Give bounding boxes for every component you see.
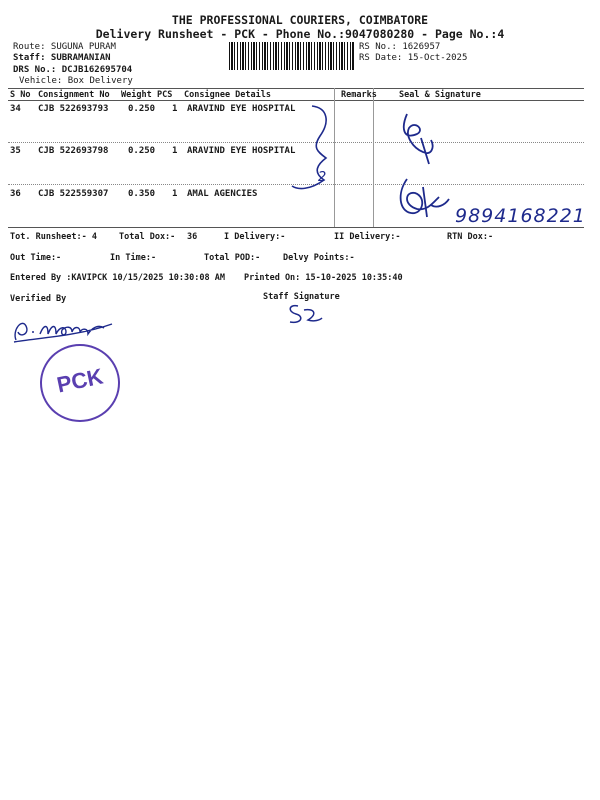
col-header-consignee: Consignee Details — [184, 90, 271, 100]
col-header-weight: Weight — [121, 90, 152, 100]
stamp-text: PCK — [54, 363, 106, 398]
col-header-remarks: Remarks — [341, 90, 377, 100]
row-sno: 34 — [10, 104, 21, 114]
table-top-rule — [8, 88, 584, 89]
handwritten-phone: 9894168221 — [455, 205, 586, 227]
row-weight: 0.250 — [128, 146, 156, 156]
col-header-consignment: Consignment No — [38, 90, 110, 100]
row-weight: 0.250 — [128, 104, 156, 114]
rs-date: RS Date: 15-Oct-2025 — [359, 53, 468, 63]
barcode — [229, 42, 355, 70]
i-delivery: I Delivery:- — [224, 232, 286, 242]
in-time: In Time:- — [110, 253, 157, 263]
rtn-dox: RTN Dox:- — [447, 232, 494, 242]
col-header-sno: S No — [10, 90, 31, 100]
verifier-signature — [8, 310, 118, 350]
rs-number: RS No.: 1626957 — [359, 42, 441, 52]
total-pod: Total POD:- — [204, 253, 261, 263]
row-pcs: 1 — [172, 146, 178, 156]
receiver-signature — [393, 175, 453, 229]
out-time: Out Time:- — [10, 253, 62, 263]
delvy-points: Delvy Points:- — [283, 253, 355, 263]
row-pcs: 1 — [172, 189, 178, 199]
vehicle-field: Vehicle: Box Delivery — [19, 76, 133, 86]
row-consignee: ARAVIND EYE HOSPITAL — [187, 146, 296, 156]
runsheet-subtitle: Delivery Runsheet - PCK - Phone No.:9047080280 - Page No.:4 — [95, 27, 505, 41]
row-sno: 36 — [10, 189, 21, 199]
col-header-seal: Seal & Signature — [399, 90, 481, 100]
row-consignment-no: CJB 522559307 — [38, 189, 109, 199]
company-title: THE PROFESSIONAL COURIERS, COIMBATORE — [171, 13, 429, 27]
row-consignee: ARAVIND EYE HOSPITAL — [187, 104, 296, 114]
handwritten-note: 2 — [318, 170, 327, 185]
row-sno: 35 — [10, 146, 21, 156]
row-consignment-no: CJB 522693793 — [38, 104, 109, 114]
table-bottom-rule — [8, 227, 584, 228]
column-divider — [373, 88, 374, 227]
printed-on: Printed On: 15-10-2025 10:35:40 — [244, 273, 403, 283]
staff-field: Staff: SUBRAMANIAN — [13, 53, 111, 63]
entered-by: Entered By :KAVIPCK 10/15/2025 10:30:08 AM — [10, 273, 225, 283]
ii-delivery: II Delivery:- — [334, 232, 401, 242]
col-header-pcs: PCS — [157, 90, 173, 100]
row-weight: 0.350 — [128, 189, 156, 199]
staff-signature-label: Staff Signature — [263, 292, 340, 302]
row-pcs: 1 — [172, 104, 178, 114]
staff-signature — [284, 302, 324, 330]
company-stamp — [40, 344, 120, 422]
row-consignment-no: CJB 522693798 — [38, 146, 109, 156]
drs-number: DRS No.: DCJB162695704 — [13, 65, 133, 75]
total-dox-value: 36 — [187, 232, 198, 242]
route-field: Route: SUGUNA PURAM — [13, 42, 116, 52]
verified-by-label: Verified By — [10, 294, 67, 304]
row-consignee: AMAL AGENCIES — [187, 189, 258, 199]
tot-runsheet: Tot. Runsheet:- 4 — [10, 232, 97, 242]
receiver-signature — [395, 108, 445, 172]
total-dox-label: Total Dox:- — [119, 232, 176, 242]
